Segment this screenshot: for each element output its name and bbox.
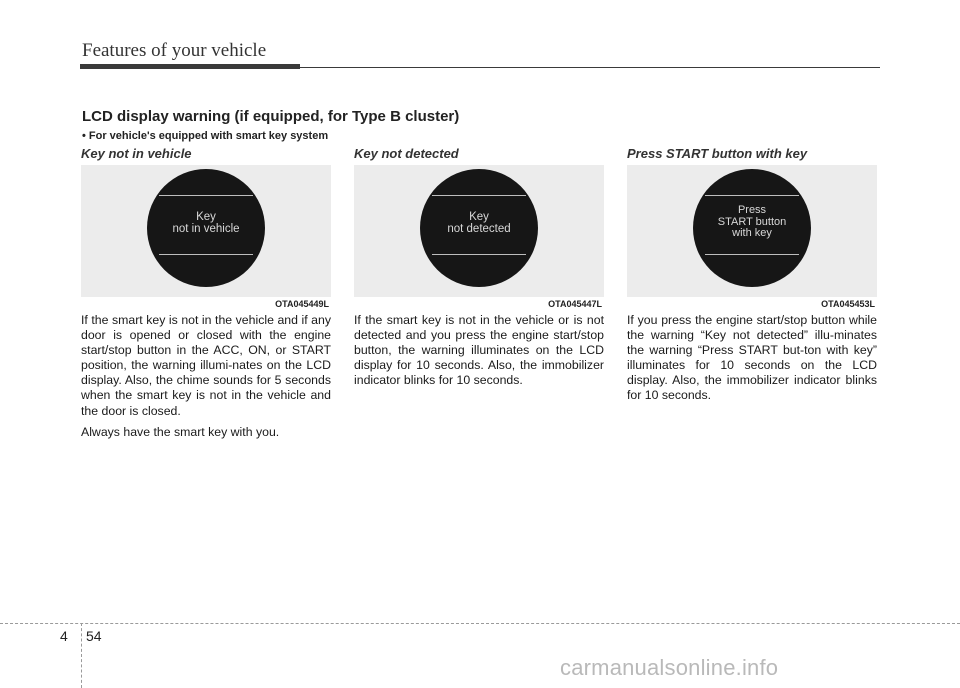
body-paragraph: If the smart key is not in the vehicle or is not detected and you press the engine start/stop button, the warning illuminates on the LCD display for 10 seconds. Also, the immobilizer indicator blinks for 10 seconds. (354, 313, 604, 388)
column-heading: Key not in vehicle (81, 146, 192, 161)
page-header-title: Features of your vehicle (82, 40, 267, 61)
watermark-text: carmanualsonline.info (560, 655, 779, 680)
lcd-figure (81, 165, 331, 309)
column-heading: Press START button with key (627, 146, 808, 161)
lcd-divider (705, 195, 799, 196)
page-number: 54 (86, 628, 102, 644)
lcd-divider (432, 254, 526, 255)
lcd-display (420, 169, 538, 287)
header-rule (300, 67, 880, 68)
lcd-figure (354, 165, 604, 309)
lcd-divider (432, 195, 526, 196)
body-paragraph: If you press the engine start/stop button while the warning “Key not detected” illu-minates the warning “Press START but-ton with key” illuminates for 10 seconds on the LCD display. Also, the immobilizer indicator blinks for 10 seconds. (627, 313, 877, 403)
lcd-message: Press START button with key (717, 204, 787, 239)
body-paragraph: Always have the smart key with you. (81, 424, 280, 439)
section-title: LCD display warning (if equipped, for Type B cluster) (82, 108, 460, 125)
lcd-message: Key not in vehicle (172, 211, 240, 235)
column-key-not-in-vehicle (81, 146, 331, 440)
column-press-start-button (627, 146, 877, 404)
footer-divider (81, 623, 82, 688)
lcd-divider (705, 254, 799, 255)
lcd-display (693, 169, 811, 287)
lcd-divider (159, 195, 253, 196)
section-note: • For vehicle's equipped with smart key system (82, 130, 329, 142)
figure-code: OTA045449L (275, 299, 329, 309)
column-heading: Key not detected (354, 146, 459, 161)
body-paragraph: If the smart key is not in the vehicle and if any door is opened or closed with the engine start/stop button in the ACC, ON, or START position, the warning illumi-nates on the LCD display. Also, the chime sounds for 5 seconds when the smart key is not in the vehicle and the door is closed. (81, 313, 331, 418)
figure-code: OTA045453L (821, 299, 875, 309)
lcd-message: Key not detected (447, 211, 511, 235)
figure-code: OTA045447L (548, 299, 602, 309)
header-bar (80, 64, 300, 69)
chapter-number: 4 (60, 628, 68, 644)
lcd-figure (627, 165, 877, 309)
lcd-divider (159, 254, 253, 255)
lcd-display (147, 169, 265, 287)
column-key-not-detected (354, 146, 604, 388)
footer-rule (0, 623, 960, 624)
